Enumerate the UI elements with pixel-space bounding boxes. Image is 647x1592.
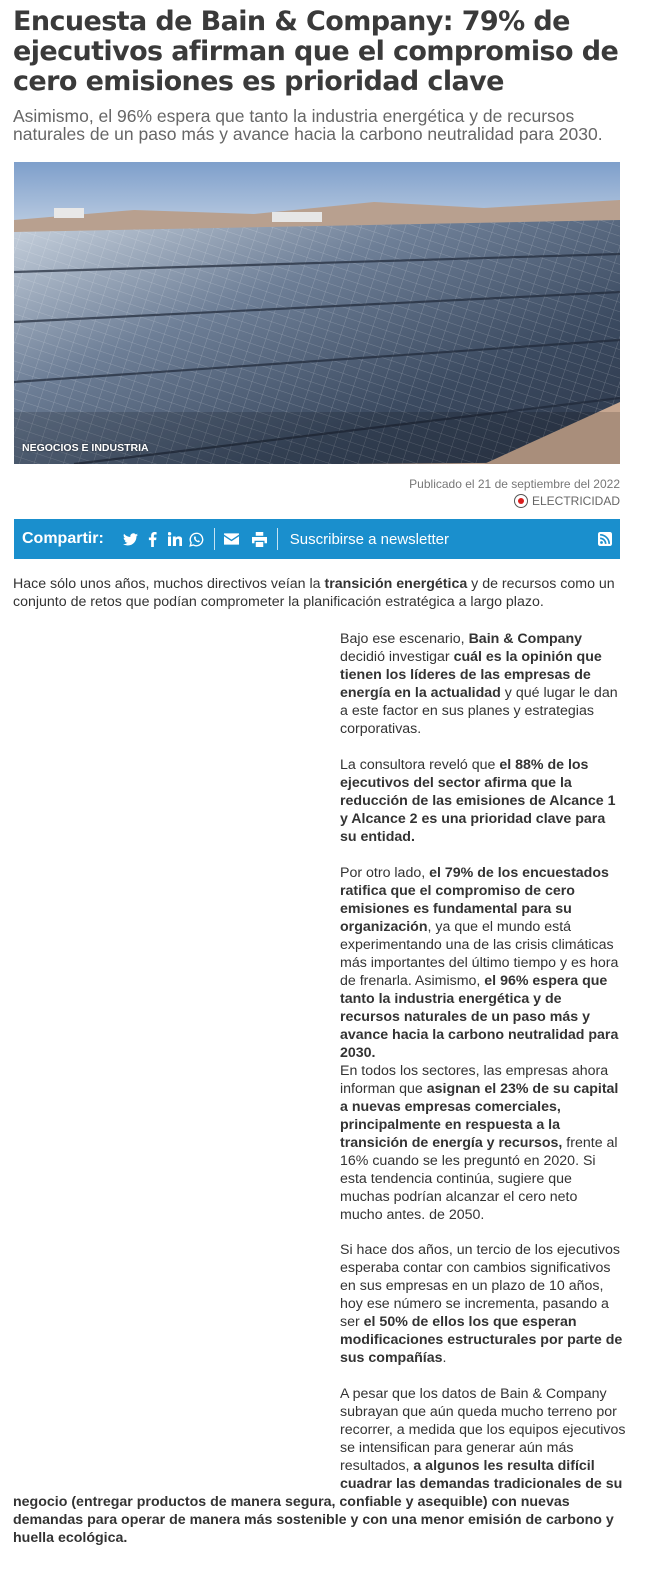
article-subtitle: Asimismo, el 96% espera que tanto la industria energética y de recursos naturales de un paso más y avance hacia la carbono neutralidad para 2030. [13, 106, 603, 144]
email-icon[interactable] [224, 532, 239, 547]
body-paragraph: La consultora reveló que el 88% de los ejecutivos del sector afirma que la reducción de las emisiones de Alcance 1 y Alcance 2 es una prioridad clave para su entidad. [340, 757, 616, 845]
category-link[interactable] [514, 494, 620, 508]
publish-date: Publicado el 21 de septiembre del 2022 [409, 477, 620, 491]
share-label: Compartir: [22, 530, 104, 547]
body-paragraph: Por otro lado, el 79% de los encuestados ratifica que el compromiso de cero emisiones es fundamental para su organización, ya que el mundo está experimentando una de las crisis climáticas más importantes del último tiempo y es hora de frenarla. Asimismo, el 96% espera que tanto la industria energética y de recursos naturales de un paso más y avance hacia la carbono neutralidad para 2030. [340, 865, 619, 1061]
body-paragraph: Si hace dos años, un tercio de los ejecutivos esperaba contar con cambios significativos en sus empresas en un plazo de 10 años, hoy ese número se incrementa, pasando a ser el 50% de ellos los que esperan modificaciones estructurales por parte de sus compañías. [340, 1242, 623, 1366]
share-divider [214, 528, 215, 550]
rss-icon[interactable] [598, 532, 612, 546]
facebook-icon[interactable] [145, 532, 160, 547]
image-category-tag[interactable]: NEGOCIOS E INDUSTRIA [22, 442, 149, 454]
whatsapp-icon[interactable] [189, 532, 204, 547]
body-paragraph: En todos los sectores, las empresas ahora informan que asignan el 23% de su capital a nuevas empresas comerciales, principalmente en respuesta a la transición de energía y recursos, frente al 16% cuando se les preguntó en 2020. Si esta tendencia continúa, sugiere que muchas podrían alcanzar el cero neto mucho antes. de 2050. [340, 1063, 619, 1223]
article-title: Encuesta de Bain & Company: 79% de ejecutivos afirman que el compromiso de cero emisiones es prioridad clave [13, 6, 619, 97]
body-paragraph: A pesar que los datos de Bain & Company subrayan que aún queda mucho terreno por recorrer, a medida que los equipos ejecutivos se intensifican para generar aún más resultados, a algunos les resulta difícil cuadrar las demandas tradicionales de su negocio (entregar productos de manera segura, confiable y asequible) con nuevas demandas para operar de manera más sostenible y con una menor emisión de carbono y huella ecológica. [13, 1386, 626, 1546]
share-divider [277, 528, 278, 550]
print-icon[interactable] [252, 532, 267, 547]
intro-paragraph: Hace sólo unos años, muchos directivos veían la transición energética y de recursos como un conjunto de retos que podían comprometer la planificación estratégica a largo plazo. [13, 576, 615, 610]
hero-image [14, 162, 620, 464]
body-paragraph: Bajo ese escenario, Bain & Company decidió investigar cuál es la opinión que tienen los líderes de las empresas de energía en la actualidad y qué lugar le dan a este factor en sus planes y estrategias corporativas. [340, 631, 618, 737]
share-bar [14, 519, 620, 559]
category-label: ELECTRICIDAD [531, 494, 620, 508]
solar-panels-photo [14, 162, 620, 464]
linkedin-icon[interactable] [167, 532, 182, 547]
record-icon [514, 494, 528, 508]
twitter-icon[interactable] [123, 532, 138, 547]
newsletter-link[interactable]: Suscribirse a newsletter [289, 530, 450, 548]
